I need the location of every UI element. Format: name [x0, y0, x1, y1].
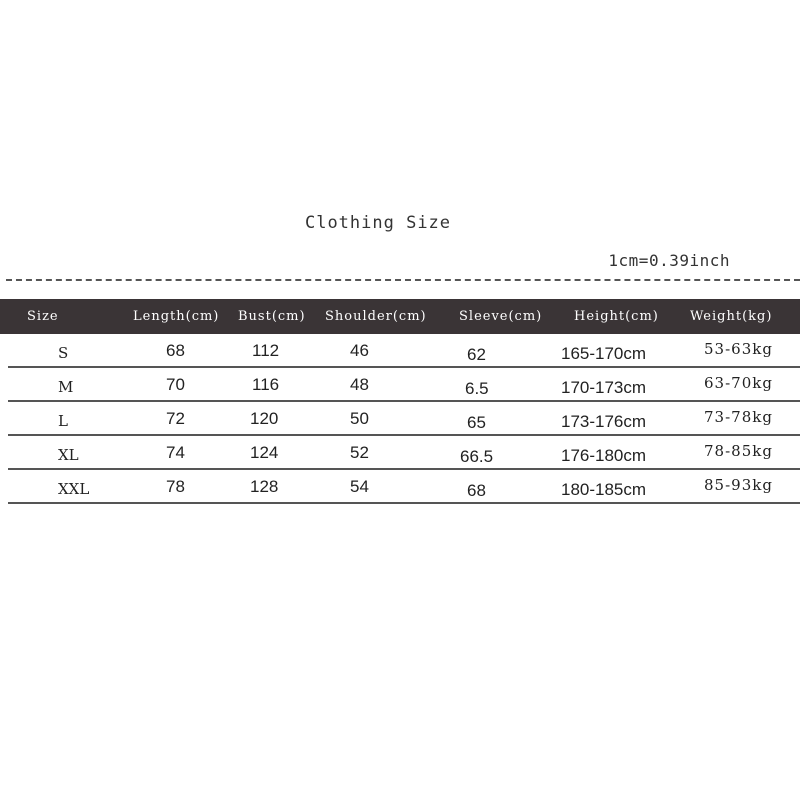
cell-weight: 73-78kg [704, 408, 773, 426]
cell-sleeve: 68 [467, 481, 486, 500]
cell-shoulder: 48 [350, 375, 369, 394]
cell-shoulder: 54 [350, 477, 369, 496]
cell-shoulder: 52 [350, 443, 369, 462]
cell-height: 165-170cm [561, 344, 647, 363]
row-divider [8, 502, 800, 504]
cell-height: 170-173cm [561, 378, 647, 397]
cell-bust: 124 [250, 443, 279, 462]
cell-weight: 78-85kg [704, 442, 773, 460]
cell-shoulder: 46 [350, 341, 369, 360]
cell-size: L [58, 412, 68, 430]
cell-height: 176-180cm [561, 446, 647, 465]
table-row [0, 402, 800, 436]
cell-length: 72 [166, 409, 185, 428]
header-length: Length(cm) [133, 309, 220, 324]
cell-sleeve: 66.5 [460, 447, 494, 466]
cell-length: 78 [166, 477, 185, 496]
cell-height: 173-176cm [561, 412, 647, 431]
header-weight: Weight(kg) [690, 309, 773, 324]
cell-sleeve: 6.5 [465, 379, 489, 398]
cell-sleeve: 62 [467, 345, 486, 364]
unit-conversion-note: 1cm=0.39inch [608, 251, 730, 270]
cell-sleeve: 65 [467, 413, 486, 432]
cell-bust: 116 [252, 375, 280, 394]
header-bust: Bust(cm) [238, 309, 306, 324]
cell-bust: 120 [250, 409, 279, 428]
table-header [0, 299, 800, 334]
dashed-divider [6, 279, 800, 281]
cell-size: M [58, 378, 74, 396]
cell-length: 74 [166, 443, 185, 462]
cell-height: 180-185cm [561, 480, 647, 499]
header-shoulder: Shoulder(cm) [325, 309, 427, 324]
header-sleeve: Sleeve(cm) [459, 309, 543, 324]
cell-length: 70 [166, 375, 185, 394]
cell-shoulder: 50 [350, 409, 369, 428]
table-row [0, 334, 800, 368]
header-size: Size [27, 309, 59, 324]
cell-weight: 63-70kg [704, 374, 773, 392]
cell-weight: 53-63kg [704, 340, 773, 358]
table-row [0, 368, 800, 402]
cell-size: XL [58, 446, 79, 464]
cell-size: XXL [58, 480, 90, 498]
cell-weight: 85-93kg [704, 476, 773, 494]
cell-length: 68 [166, 341, 185, 360]
cell-bust: 128 [250, 477, 279, 496]
table-row [0, 436, 800, 470]
chart-title: Clothing Size [304, 213, 452, 233]
cell-size: S [58, 344, 69, 362]
table-row [0, 470, 800, 504]
header-height: Height(cm) [574, 309, 659, 324]
cell-bust: 112 [252, 341, 280, 360]
